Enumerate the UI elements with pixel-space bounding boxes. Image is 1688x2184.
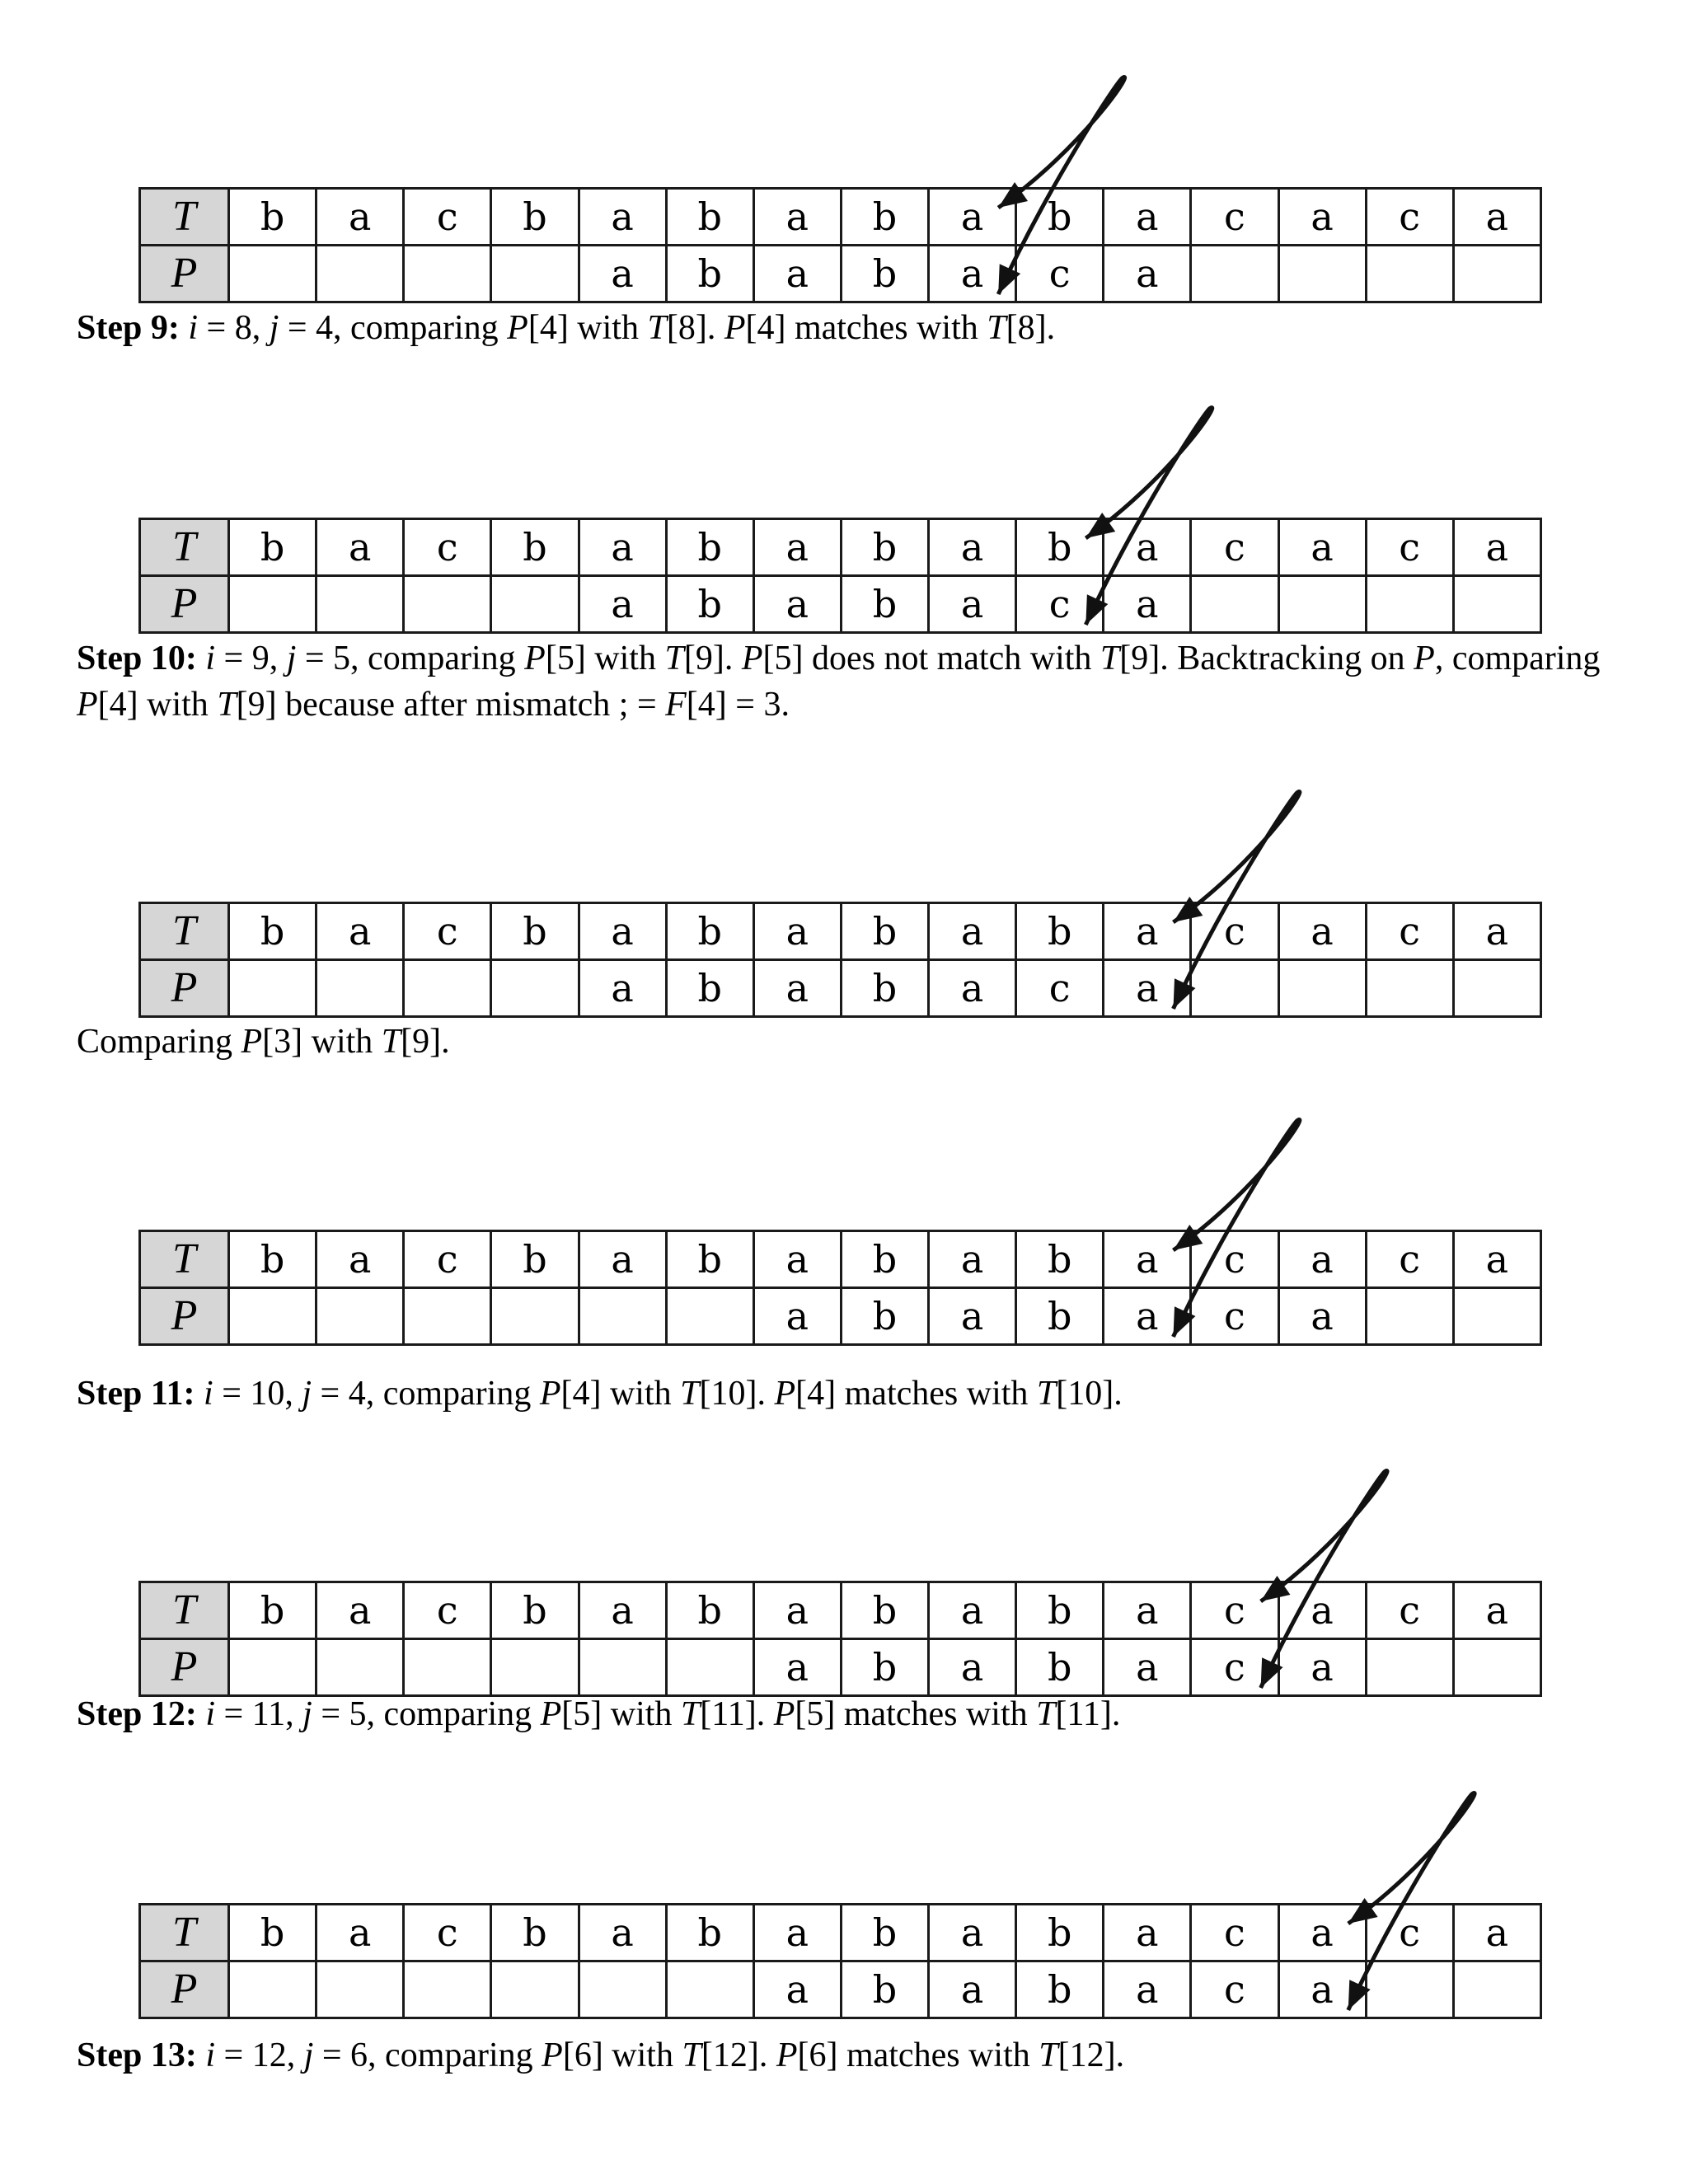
text-cell-5: b: [666, 1905, 753, 1961]
text-cell-0: b: [229, 519, 316, 576]
text-cell-1: a: [316, 1905, 404, 1961]
pattern-row: [140, 960, 1541, 1017]
pattern-cell-8: a: [929, 960, 1016, 1017]
text-cell-10: a: [1104, 903, 1191, 960]
pattern-row: [140, 1961, 1541, 2018]
caption-step-12: [77, 1691, 1626, 1737]
pattern-cell-11: [1191, 246, 1278, 302]
pattern-cell-6: a: [753, 1288, 841, 1345]
pattern-row-label: P: [140, 576, 229, 633]
pattern-cell-6: a: [753, 246, 841, 302]
tp-grid: [138, 187, 1540, 307]
pattern-row: [140, 246, 1541, 302]
caption-step-11: [77, 1371, 1626, 1417]
pattern-cell-9: b: [1016, 1961, 1104, 2018]
kmp-figure-1: [138, 70, 1540, 307]
text-cell-2: c: [404, 903, 491, 960]
pattern-cell-2: [404, 1288, 491, 1345]
pattern-cell-10: a: [1104, 576, 1191, 633]
text-cell-1: a: [316, 189, 404, 246]
tp-grid: [138, 1230, 1540, 1350]
text-cell-14: a: [1453, 1231, 1540, 1288]
text-cell-9: b: [1016, 1231, 1104, 1288]
text-cell-12: a: [1278, 1231, 1366, 1288]
pattern-cell-11: c: [1191, 1288, 1278, 1345]
text-cell-5: b: [666, 189, 753, 246]
text-cell-13: c: [1366, 903, 1453, 960]
text-cell-5: b: [666, 1231, 753, 1288]
caption-comparing: [77, 1019, 1626, 1065]
text-row: [140, 1582, 1541, 1639]
text-cell-4: a: [579, 189, 666, 246]
text-cell-6: a: [753, 519, 841, 576]
text-cell-6: a: [753, 1231, 841, 1288]
text-cell-5: b: [666, 903, 753, 960]
pattern-cell-1: [316, 1961, 404, 2018]
text-row: [140, 189, 1541, 246]
text-cell-10: a: [1104, 1582, 1191, 1639]
pattern-cell-3: [491, 1639, 579, 1696]
pattern-cell-7: b: [841, 1639, 928, 1696]
text-row-label: T: [140, 189, 229, 246]
text-cell-2: c: [404, 1582, 491, 1639]
text-cell-0: b: [229, 189, 316, 246]
pattern-cell-10: a: [1104, 1639, 1191, 1696]
text-cell-2: c: [404, 519, 491, 576]
text-cell-2: c: [404, 1231, 491, 1288]
step-label: Step 11:: [77, 1375, 195, 1413]
pattern-cell-13: [1366, 1961, 1453, 2018]
pattern-cell-10: a: [1104, 246, 1191, 302]
text-cell-7: b: [841, 1582, 928, 1639]
text-cell-8: a: [929, 519, 1016, 576]
pattern-cell-3: [491, 1288, 579, 1345]
text-cell-5: b: [666, 519, 753, 576]
text-row-label: T: [140, 1905, 229, 1961]
pattern-cell-4: [579, 1639, 666, 1696]
text-cell-12: a: [1278, 189, 1366, 246]
text-cell-14: a: [1453, 189, 1540, 246]
pattern-cell-14: [1453, 1288, 1540, 1345]
text-cell-4: a: [579, 1582, 666, 1639]
pattern-cell-6: a: [753, 576, 841, 633]
pattern-cell-2: [404, 960, 491, 1017]
text-cell-4: a: [579, 1905, 666, 1961]
pattern-cell-8: a: [929, 246, 1016, 302]
pattern-cell-6: a: [753, 960, 841, 1017]
pattern-cell-0: [229, 576, 316, 633]
text-row-label: T: [140, 519, 229, 576]
pattern-cell-14: [1453, 960, 1540, 1017]
text-row: [140, 903, 1541, 960]
text-cell-3: b: [491, 903, 579, 960]
text-cell-0: b: [229, 1582, 316, 1639]
text-cell-12: a: [1278, 903, 1366, 960]
pattern-cell-5: [666, 1961, 753, 2018]
text-cell-7: b: [841, 1905, 928, 1961]
text-cell-7: b: [841, 519, 928, 576]
text-row-label: T: [140, 903, 229, 960]
tp-grid: [138, 518, 1540, 638]
text-cell-12: a: [1278, 1582, 1366, 1639]
text-cell-3: b: [491, 1231, 579, 1288]
pattern-cell-10: a: [1104, 1288, 1191, 1345]
step-description: i = 12, j = 6, comparing P[6] with T[12]. P[6] matches with T[12].: [205, 2036, 1125, 2074]
pattern-cell-11: [1191, 960, 1278, 1017]
pattern-cell-9: c: [1016, 246, 1104, 302]
pattern-cell-11: c: [1191, 1639, 1278, 1696]
text-row: [140, 519, 1541, 576]
text-row: [140, 1905, 1541, 1961]
text-cell-11: c: [1191, 1905, 1278, 1961]
text-cell-11: c: [1191, 189, 1278, 246]
step-description: i = 10, j = 4, comparing P[4] with T[10]. P[4] matches with T[10].: [204, 1375, 1123, 1413]
pattern-cell-9: b: [1016, 1639, 1104, 1696]
text-cell-4: a: [579, 519, 666, 576]
text-cell-6: a: [753, 903, 841, 960]
kmp-figure-2: [138, 401, 1540, 638]
pattern-cell-11: [1191, 576, 1278, 633]
tp-grid: [138, 1581, 1540, 1701]
pattern-cell-14: [1453, 246, 1540, 302]
kmp-figure-3: [138, 785, 1540, 1022]
pattern-cell-0: [229, 246, 316, 302]
pattern-cell-13: [1366, 576, 1453, 633]
text-cell-1: a: [316, 1231, 404, 1288]
text-cell-11: c: [1191, 903, 1278, 960]
pattern-cell-12: a: [1278, 1288, 1366, 1345]
pattern-cell-14: [1453, 1639, 1540, 1696]
pattern-cell-12: a: [1278, 1639, 1366, 1696]
text-cell-12: a: [1278, 519, 1366, 576]
text-cell-7: b: [841, 1231, 928, 1288]
caption-step-10: [77, 635, 1626, 728]
text-cell-1: a: [316, 519, 404, 576]
text-cell-0: b: [229, 903, 316, 960]
pattern-cell-3: [491, 576, 579, 633]
pattern-cell-13: [1366, 246, 1453, 302]
pattern-cell-7: b: [841, 960, 928, 1017]
pattern-cell-8: a: [929, 1639, 1016, 1696]
pattern-row: [140, 1288, 1541, 1345]
pattern-cell-1: [316, 576, 404, 633]
pattern-cell-14: [1453, 1961, 1540, 2018]
text-cell-9: b: [1016, 519, 1104, 576]
pattern-cell-9: c: [1016, 960, 1104, 1017]
pattern-cell-13: [1366, 960, 1453, 1017]
step-description: Comparing P[3] with T[9].: [77, 1023, 450, 1061]
caption-step-13: [77, 2032, 1626, 2079]
pattern-cell-4: a: [579, 960, 666, 1017]
pattern-cell-12: a: [1278, 1961, 1366, 2018]
pattern-cell-5: [666, 1639, 753, 1696]
pattern-cell-6: a: [753, 1961, 841, 2018]
text-cell-1: a: [316, 1582, 404, 1639]
pattern-cell-11: c: [1191, 1961, 1278, 2018]
text-cell-5: b: [666, 1582, 753, 1639]
pattern-cell-3: [491, 246, 579, 302]
text-cell-8: a: [929, 1905, 1016, 1961]
text-row-label: T: [140, 1231, 229, 1288]
pattern-cell-1: [316, 246, 404, 302]
text-cell-7: b: [841, 189, 928, 246]
pattern-cell-8: a: [929, 1961, 1016, 2018]
pattern-cell-7: b: [841, 1288, 928, 1345]
text-cell-8: a: [929, 1231, 1016, 1288]
pattern-cell-14: [1453, 576, 1540, 633]
text-cell-3: b: [491, 189, 579, 246]
pattern-cell-6: a: [753, 1639, 841, 1696]
pattern-cell-12: [1278, 246, 1366, 302]
pattern-cell-12: [1278, 960, 1366, 1017]
pattern-row-label: P: [140, 1639, 229, 1696]
text-cell-9: b: [1016, 903, 1104, 960]
pattern-cell-10: a: [1104, 960, 1191, 1017]
text-cell-13: c: [1366, 519, 1453, 576]
pattern-cell-0: [229, 960, 316, 1017]
pattern-cell-0: [229, 1288, 316, 1345]
pattern-cell-5: b: [666, 960, 753, 1017]
text-cell-7: b: [841, 903, 928, 960]
text-cell-14: a: [1453, 519, 1540, 576]
pattern-cell-3: [491, 960, 579, 1017]
text-cell-14: a: [1453, 1905, 1540, 1961]
text-cell-2: c: [404, 189, 491, 246]
step-label: Step 12:: [77, 1695, 197, 1733]
pattern-cell-2: [404, 576, 491, 633]
pattern-cell-0: [229, 1961, 316, 2018]
pattern-cell-13: [1366, 1639, 1453, 1696]
text-cell-4: a: [579, 1231, 666, 1288]
text-cell-0: b: [229, 1905, 316, 1961]
text-cell-13: c: [1366, 1231, 1453, 1288]
pattern-row-label: P: [140, 1288, 229, 1345]
pattern-row-label: P: [140, 960, 229, 1017]
pattern-cell-2: [404, 246, 491, 302]
pattern-cell-2: [404, 1639, 491, 1696]
pattern-cell-9: c: [1016, 576, 1104, 633]
text-cell-9: b: [1016, 1905, 1104, 1961]
text-cell-10: a: [1104, 1905, 1191, 1961]
text-cell-11: c: [1191, 1231, 1278, 1288]
text-cell-9: b: [1016, 1582, 1104, 1639]
pattern-row: [140, 1639, 1541, 1696]
pattern-cell-8: a: [929, 1288, 1016, 1345]
text-cell-12: a: [1278, 1905, 1366, 1961]
pattern-cell-1: [316, 1639, 404, 1696]
caption-step-9: [77, 305, 1626, 351]
kmp-figure-6: [138, 1786, 1540, 2023]
text-cell-13: c: [1366, 1582, 1453, 1639]
pattern-row-label: P: [140, 246, 229, 302]
step-description: i = 11, j = 5, comparing P[5] with T[11]. P[5] matches with T[11].: [205, 1695, 1121, 1733]
text-cell-1: a: [316, 903, 404, 960]
pattern-cell-0: [229, 1639, 316, 1696]
step-label: Step 9:: [77, 309, 180, 347]
step-label: Step 13:: [77, 2036, 197, 2074]
text-cell-3: b: [491, 1905, 579, 1961]
text-cell-14: a: [1453, 1582, 1540, 1639]
text-cell-14: a: [1453, 903, 1540, 960]
pattern-cell-4: a: [579, 246, 666, 302]
pattern-cell-4: [579, 1288, 666, 1345]
text-row: [140, 1231, 1541, 1288]
text-cell-8: a: [929, 189, 1016, 246]
text-cell-10: a: [1104, 519, 1191, 576]
text-cell-13: c: [1366, 1905, 1453, 1961]
pattern-row: [140, 576, 1541, 633]
kmp-figure-4: [138, 1113, 1540, 1350]
text-cell-0: b: [229, 1231, 316, 1288]
text-cell-9: b: [1016, 189, 1104, 246]
pattern-cell-8: a: [929, 576, 1016, 633]
pattern-cell-4: [579, 1961, 666, 2018]
pattern-cell-7: b: [841, 246, 928, 302]
pattern-cell-5: b: [666, 576, 753, 633]
pattern-cell-7: b: [841, 576, 928, 633]
step-description: i = 8, j = 4, comparing P[4] with T[8]. P[4] matches with T[8].: [188, 309, 1056, 347]
pattern-cell-7: b: [841, 1961, 928, 2018]
kmp-figure-5: [138, 1464, 1540, 1701]
text-cell-10: a: [1104, 1231, 1191, 1288]
tp-grid: [138, 1903, 1540, 2023]
text-cell-3: b: [491, 1582, 579, 1639]
pattern-cell-4: a: [579, 576, 666, 633]
text-cell-13: c: [1366, 189, 1453, 246]
text-cell-6: a: [753, 189, 841, 246]
pattern-cell-3: [491, 1961, 579, 2018]
text-cell-8: a: [929, 903, 1016, 960]
text-cell-11: c: [1191, 1582, 1278, 1639]
tp-grid: [138, 902, 1540, 1022]
pattern-cell-12: [1278, 576, 1366, 633]
pattern-cell-9: b: [1016, 1288, 1104, 1345]
text-cell-6: a: [753, 1582, 841, 1639]
pattern-cell-10: a: [1104, 1961, 1191, 2018]
step-label: Step 10:: [77, 640, 197, 677]
text-cell-2: c: [404, 1905, 491, 1961]
pattern-cell-1: [316, 960, 404, 1017]
pattern-cell-5: b: [666, 246, 753, 302]
text-cell-10: a: [1104, 189, 1191, 246]
text-cell-11: c: [1191, 519, 1278, 576]
text-cell-4: a: [579, 903, 666, 960]
text-cell-3: b: [491, 519, 579, 576]
pattern-row-label: P: [140, 1961, 229, 2018]
text-row-label: T: [140, 1582, 229, 1639]
step-description: i = 9, j = 5, comparing P[5] with T[9]. P[5] does not match with T[9]. Backtracking on P, comparing P[4] with T[9] because after mismatch ; = F[4] = 3.: [77, 640, 1601, 724]
text-cell-8: a: [929, 1582, 1016, 1639]
pattern-cell-1: [316, 1288, 404, 1345]
text-cell-6: a: [753, 1905, 841, 1961]
pattern-cell-13: [1366, 1288, 1453, 1345]
pattern-cell-2: [404, 1961, 491, 2018]
pattern-cell-5: [666, 1288, 753, 1345]
